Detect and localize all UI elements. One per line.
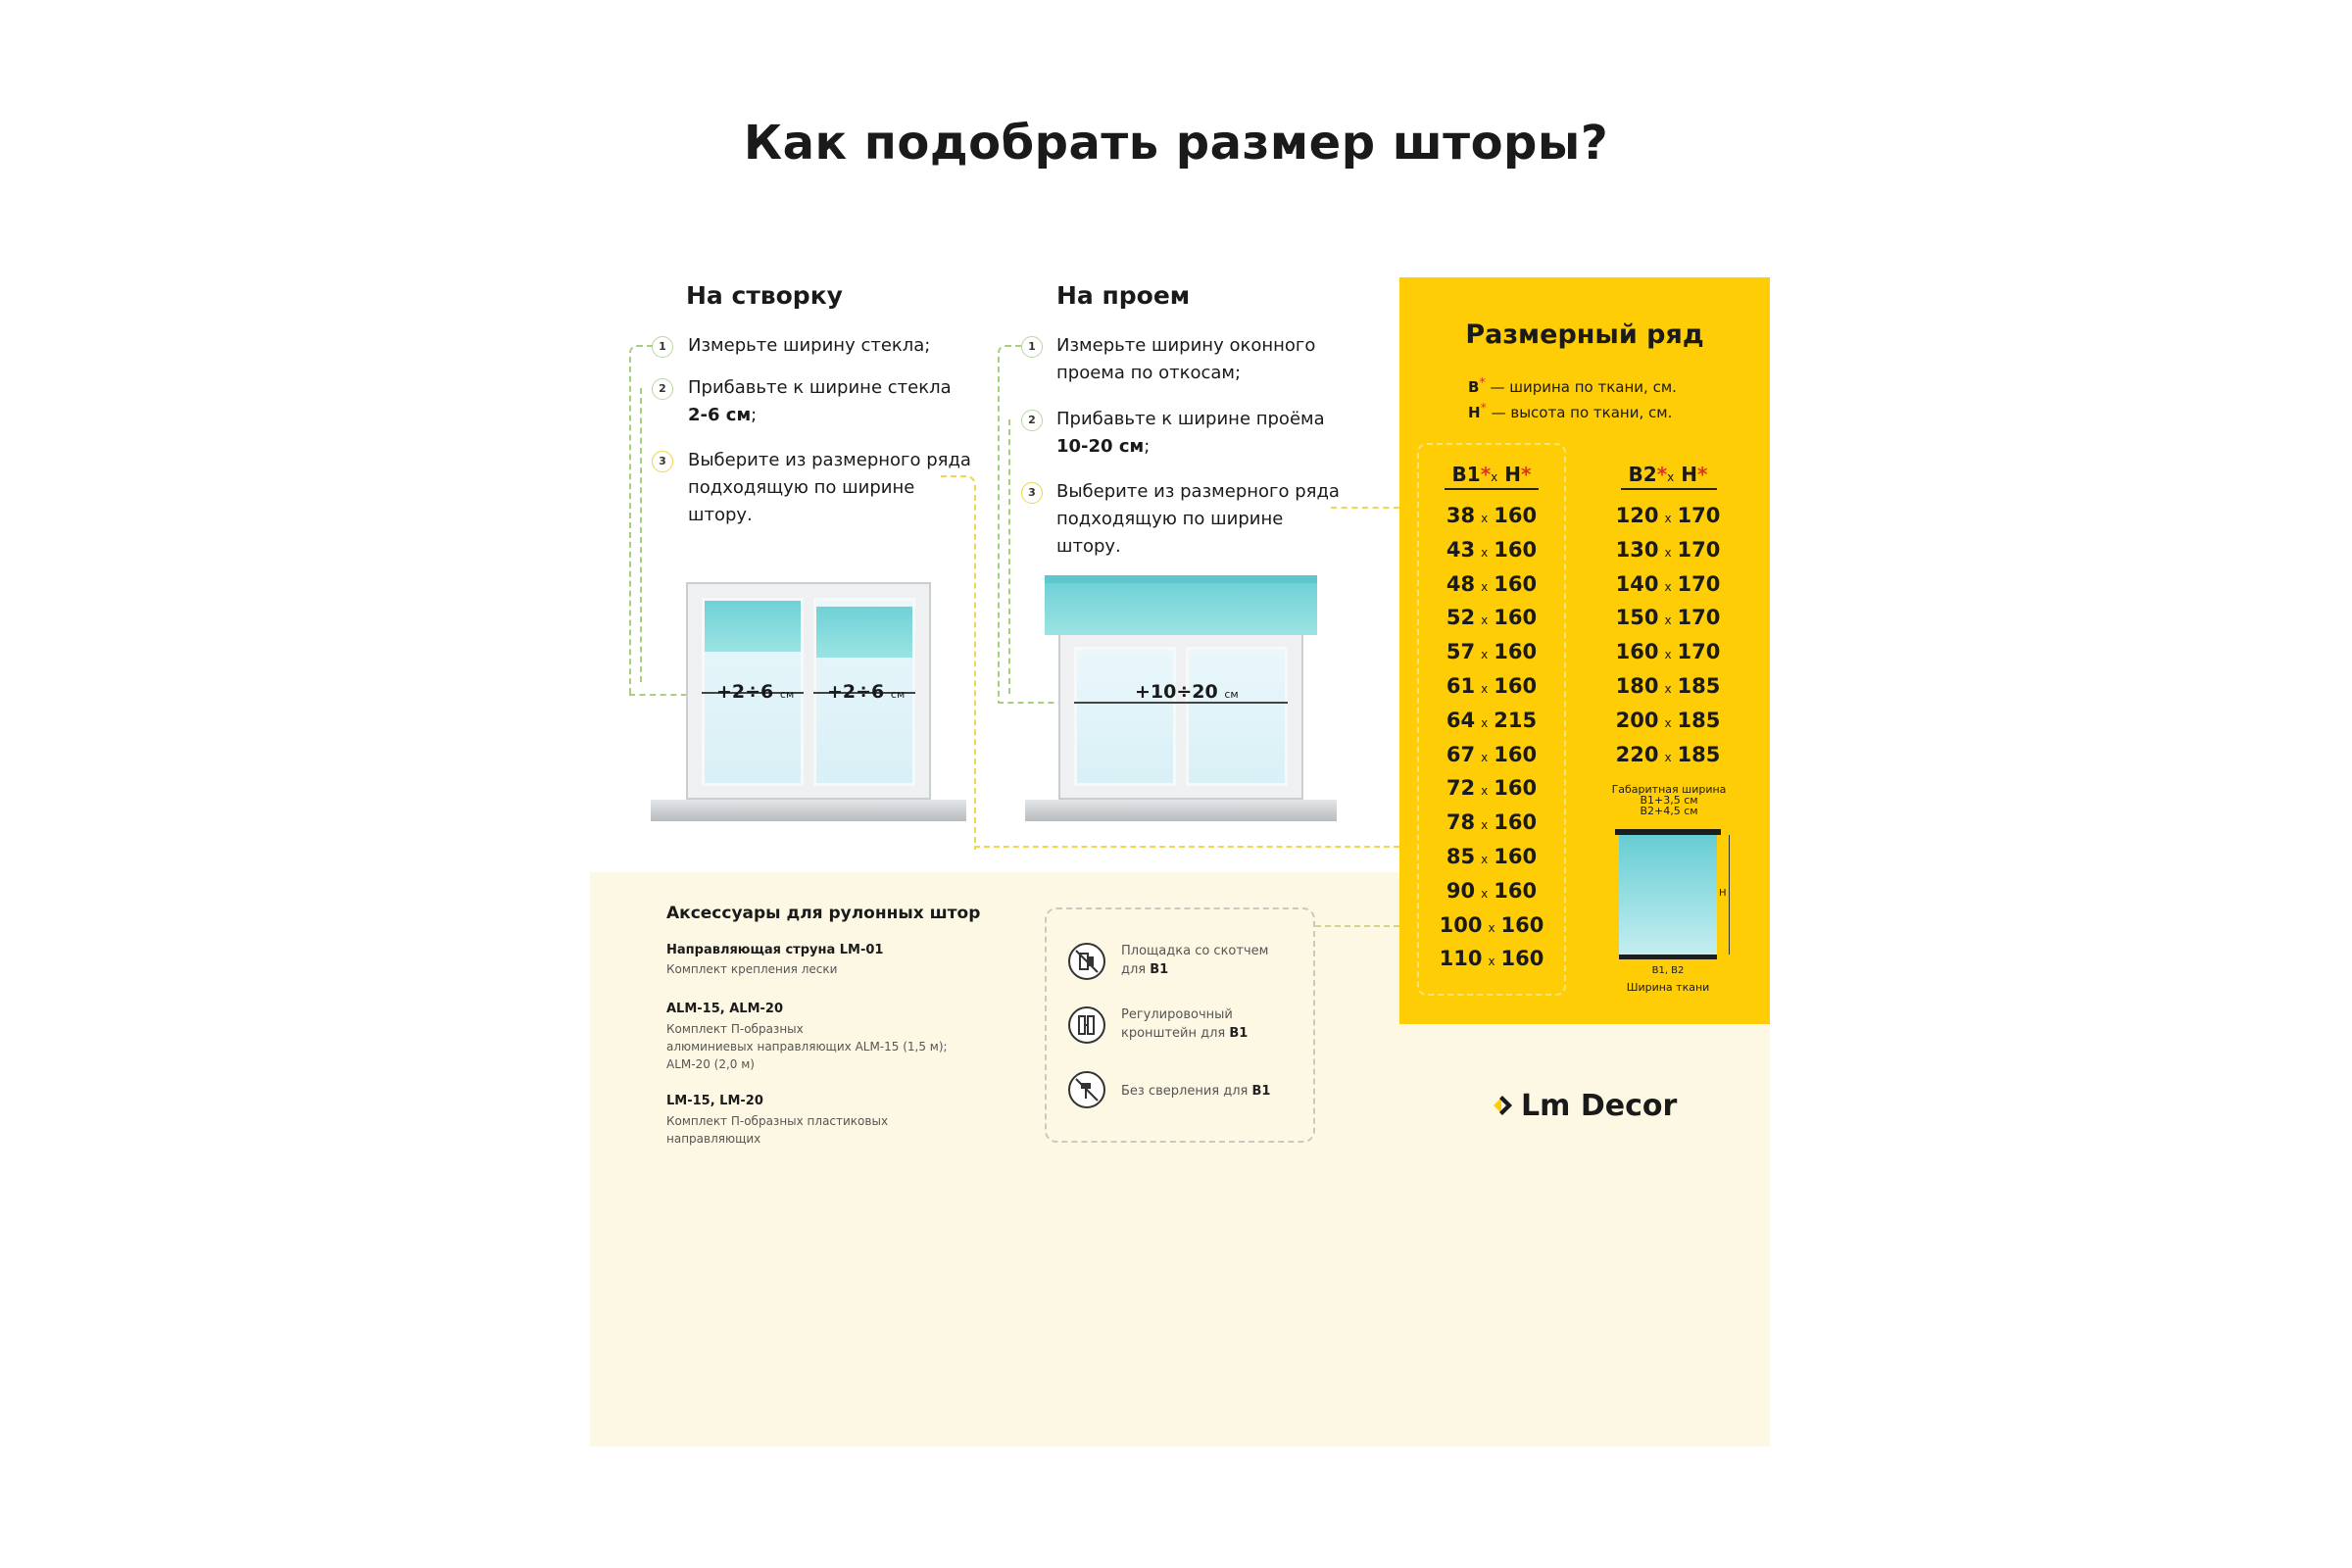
mount-text: Без сверления для B1	[1121, 1084, 1271, 1099]
size-times: x	[1488, 955, 1495, 969]
size-height: 160	[1494, 810, 1538, 835]
guide-line	[941, 475, 976, 850]
size-row	[1417, 709, 1566, 732]
sash-title: На створку	[686, 281, 843, 310]
header-underline	[1621, 488, 1717, 490]
size-times: x	[1664, 682, 1672, 696]
accessories-title: Аксессуары для рулонных штор	[666, 904, 981, 923]
diagram-fabric	[1619, 835, 1717, 955]
size-row	[1593, 640, 1742, 663]
guide-line	[1008, 419, 1021, 694]
diagram-h-label: H	[1719, 888, 1727, 899]
sash-measure-left: +2÷6 см	[716, 681, 795, 703]
size-height: 160	[1494, 776, 1538, 801]
roller-blind	[705, 601, 801, 652]
bracket-icon	[1068, 1006, 1105, 1044]
size-times: x	[1481, 853, 1489, 866]
accessory-name: LM-15, LM-20	[666, 1094, 763, 1108]
size-row	[1417, 810, 1566, 834]
step-number: 2	[1021, 410, 1043, 431]
size-height: 170	[1677, 504, 1721, 527]
size-row	[1593, 572, 1742, 596]
window-sill	[651, 800, 966, 821]
size-height: 160	[1494, 878, 1538, 903]
size-times: x	[1481, 648, 1489, 662]
diagram-h-line	[1729, 835, 1730, 955]
sash-step-2: Прибавьте к ширине стекла 2-6 см;	[688, 377, 952, 425]
size-height: 160	[1494, 742, 1538, 766]
page-title: Как подобрать размер шторы?	[743, 116, 1609, 171]
size-height: 160	[1494, 845, 1538, 868]
opening-title: На проем	[1056, 281, 1191, 310]
size-width: 48	[1446, 571, 1476, 596]
size-times: x	[1481, 715, 1489, 730]
size-height: 185	[1677, 674, 1721, 698]
header-underline	[1445, 488, 1539, 490]
size-times: x	[1664, 715, 1672, 730]
opening-step-3: Выберите из размерного ряда подходящую по ширине штору.	[1056, 481, 1340, 557]
step-number: 3	[652, 451, 673, 472]
tape-mount-icon	[1068, 943, 1105, 980]
size-range-title: Размерный ряд	[1465, 319, 1704, 350]
opening-step-1: Измерьте ширину оконного проема по откосам;	[1056, 335, 1316, 383]
size-height: 160	[1494, 640, 1538, 664]
accessory-name: ALM-15, ALM-20	[666, 1002, 783, 1016]
roller-blind	[1045, 582, 1317, 635]
size-width: 67	[1446, 742, 1476, 766]
logo-mark-icon	[1494, 1094, 1515, 1117]
legend-height: H* — высота по ткани, см.	[1468, 400, 1673, 421]
size-height: 160	[1494, 504, 1538, 527]
accessory-desc: Комплект крепления лески	[666, 962, 838, 976]
size-width: 220	[1615, 742, 1659, 766]
size-height: 160	[1494, 537, 1538, 562]
size-row	[1417, 606, 1566, 629]
guide-line	[1331, 507, 1399, 509]
size-row	[1417, 879, 1566, 903]
size-width: 120	[1615, 504, 1659, 527]
guide-line	[974, 846, 1399, 848]
size-times: x	[1664, 545, 1672, 560]
diagram-bottom-label: B1, B2	[1651, 965, 1685, 976]
size-times: x	[1664, 613, 1672, 628]
size-height: 160	[1494, 606, 1538, 630]
size-times: x	[1664, 579, 1672, 594]
size-times: x	[1481, 784, 1489, 799]
roller-blind	[816, 607, 912, 658]
mount-text: Регулировочный кронштейн для B1	[1121, 1007, 1249, 1041]
size-row	[1593, 606, 1742, 629]
accessory-desc: Комплект П-образных пластиковых направляющих	[666, 1114, 889, 1146]
size-row	[1417, 776, 1566, 800]
no-drill-icon	[1068, 1071, 1105, 1108]
size-row	[1417, 845, 1566, 868]
mount-text: Площадка со скотчем для B1	[1121, 944, 1269, 977]
col2-header: B2*x H*	[1628, 463, 1708, 486]
size-times: x	[1664, 648, 1672, 662]
size-height: 215	[1494, 708, 1538, 732]
guide-line	[640, 388, 653, 682]
diagram-bottom-bar	[1619, 955, 1717, 959]
size-width: 72	[1446, 776, 1476, 801]
size-row	[1417, 913, 1566, 937]
size-times: x	[1664, 750, 1672, 764]
step-number: 1	[1021, 336, 1043, 358]
window-glass	[1074, 647, 1176, 786]
size-height: 185	[1677, 708, 1721, 732]
size-times: x	[1481, 750, 1489, 764]
opening-window	[1058, 631, 1303, 800]
size-row	[1593, 538, 1742, 562]
size-width: 180	[1615, 674, 1659, 698]
step-number: 3	[1021, 482, 1043, 504]
opening-measure: +10÷20 см	[1135, 681, 1239, 703]
size-row	[1417, 947, 1566, 970]
sash-measure-right: +2÷6 см	[827, 681, 906, 703]
size-height: 170	[1677, 537, 1721, 562]
size-times: x	[1481, 613, 1489, 628]
diagram-caption-top: Габаритная ширина B1+3,5 см B2+4,5 см	[1611, 783, 1727, 817]
size-height: 170	[1677, 571, 1721, 596]
step-number: 1	[652, 336, 673, 358]
size-times: x	[1488, 920, 1495, 935]
size-times: x	[1481, 682, 1489, 696]
size-height: 160	[1500, 912, 1544, 937]
blind-cassette	[1045, 575, 1317, 583]
brand-name: Lm Decor	[1521, 1089, 1678, 1123]
size-width: 52	[1446, 606, 1476, 630]
size-row	[1417, 504, 1566, 527]
size-height: 185	[1677, 742, 1721, 766]
size-row	[1417, 572, 1566, 596]
opening-step-2: Прибавьте к ширине проёма 10-20 см;	[1056, 409, 1325, 457]
size-times: x	[1481, 545, 1489, 560]
size-width: 110	[1439, 947, 1483, 971]
size-width: 200	[1615, 708, 1659, 732]
size-times: x	[1481, 886, 1489, 901]
window-glass	[1186, 647, 1288, 786]
size-times: x	[1481, 579, 1489, 594]
size-times: x	[1481, 512, 1489, 525]
sash-step-3: Выберите из размерного ряда подходящую по ширине штору.	[688, 450, 971, 525]
size-height: 160	[1494, 674, 1538, 698]
size-width: 160	[1615, 640, 1659, 664]
size-width: 57	[1446, 640, 1476, 664]
window-sill	[1025, 800, 1337, 821]
size-width: 130	[1615, 537, 1659, 562]
size-width: 90	[1446, 878, 1476, 903]
diagram-fabric-label: Ширина ткани	[1626, 981, 1710, 994]
size-height: 170	[1677, 606, 1721, 630]
size-width: 38	[1446, 504, 1476, 527]
size-row	[1593, 743, 1742, 766]
size-height: 170	[1677, 640, 1721, 664]
size-width: 140	[1615, 571, 1659, 596]
size-times: x	[1664, 512, 1672, 525]
size-width: 61	[1446, 674, 1476, 698]
size-row	[1593, 674, 1742, 698]
accessory-name: Направляющая струна LM-01	[666, 943, 884, 957]
size-height: 160	[1500, 947, 1544, 971]
size-width: 43	[1446, 537, 1476, 562]
guide-line	[1315, 925, 1399, 927]
size-width: 100	[1439, 912, 1483, 937]
size-height: 160	[1494, 571, 1538, 596]
col1-header: B1*x H*	[1451, 463, 1532, 486]
size-row	[1593, 709, 1742, 732]
size-width: 150	[1615, 606, 1659, 630]
size-row	[1593, 504, 1742, 527]
size-times: x	[1481, 818, 1489, 833]
size-width: 85	[1446, 845, 1476, 868]
step-number: 2	[652, 378, 673, 400]
accessory-desc: Комплект П-образных алюминиевых направляющих ALM-15 (1,5 м); ALM-20 (2,0 м)	[666, 1022, 948, 1071]
size-row	[1417, 674, 1566, 698]
size-width: 64	[1446, 708, 1476, 732]
legend-width: B* — ширина по ткани, см.	[1468, 374, 1677, 396]
size-row	[1417, 538, 1566, 562]
size-row	[1417, 743, 1566, 766]
size-width: 78	[1446, 810, 1476, 835]
size-row	[1417, 640, 1566, 663]
sash-step-1: Измерьте ширину стекла;	[688, 335, 931, 356]
